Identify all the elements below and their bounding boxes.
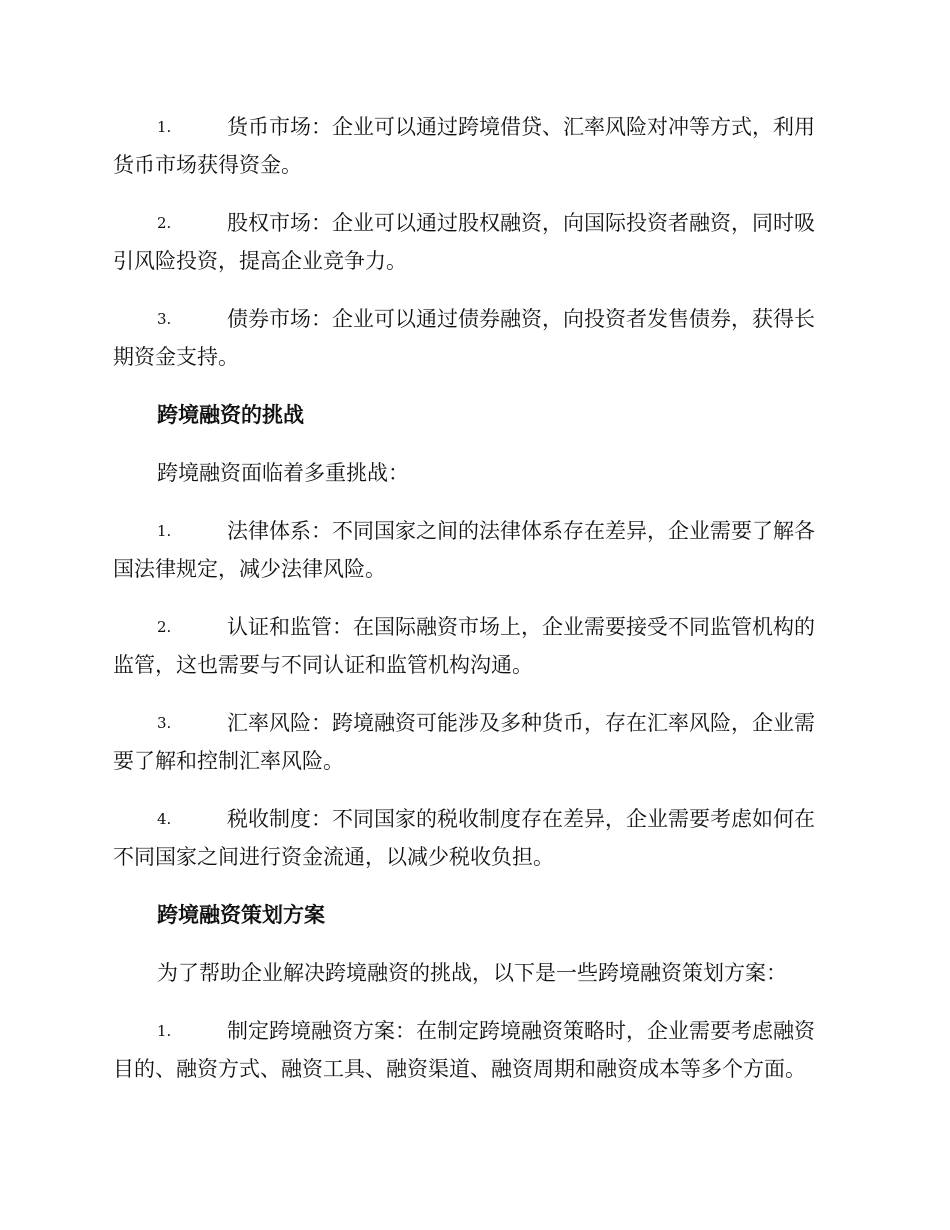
list-number: 1. — [157, 118, 172, 136]
list-text: 法律体系：不同国家之间的法律体系存在差异，企业需要了解各国法律规定，减少法律风险。 — [113, 519, 815, 581]
list-item — [113, 204, 833, 280]
list-text: 认证和监管：在国际融资市场上，企业需要接受不同监管机构的监管，这也需要与不同认证和监管机构沟通。 — [113, 615, 815, 677]
list-item — [113, 300, 833, 376]
list-text: 制定跨境融资方案：在制定跨境融资策略时，企业需要考虑融资目的、融资方式、融资工具、融资渠道、融资周期和融资成本等多个方面。 — [113, 1019, 815, 1081]
list-text: 税收制度：不同国家的税收制度存在差异，企业需要考虑如何在不同国家之间进行资金流通，以减少税收负担。 — [113, 807, 815, 869]
section-intro-plan: 为了帮助企业解决跨境融资的挑战，以下是一些跨境融资策划方案： — [157, 961, 787, 985]
section-heading-challenges: 跨境融资的挑战 — [157, 402, 304, 427]
list-item — [113, 1012, 833, 1088]
list-text: 债券市场：企业可以通过债券融资，向投资者发售债券，获得长期资金支持。 — [113, 307, 815, 369]
list-number: 3. — [157, 310, 172, 328]
list-number: 4. — [157, 810, 172, 828]
list-number: 1. — [157, 522, 172, 540]
section-heading-plan: 跨境融资策划方案 — [157, 902, 325, 927]
section-intro-challenges: 跨境融资面临着多重挑战： — [157, 461, 409, 485]
list-text: 汇率风险：跨境融资可能涉及多种货币，存在汇率风险，企业需要了解和控制汇率风险。 — [113, 711, 815, 773]
list-item — [113, 800, 833, 876]
list-item — [113, 512, 833, 588]
list-text: 货币市场：企业可以通过跨境借贷、汇率风险对冲等方式，利用货币市场获得资金。 — [113, 115, 815, 177]
list-item — [113, 608, 833, 684]
list-number: 2. — [157, 214, 172, 232]
list-number: 1. — [157, 1022, 172, 1040]
list-text: 股权市场：企业可以通过股权融资，向国际投资者融资，同时吸引风险投资，提高企业竞争力。 — [113, 211, 815, 273]
list-number: 2. — [157, 618, 172, 636]
list-number: 3. — [157, 714, 172, 732]
list-item — [113, 704, 833, 780]
list-item — [113, 108, 833, 184]
document-body — [113, 108, 833, 1108]
